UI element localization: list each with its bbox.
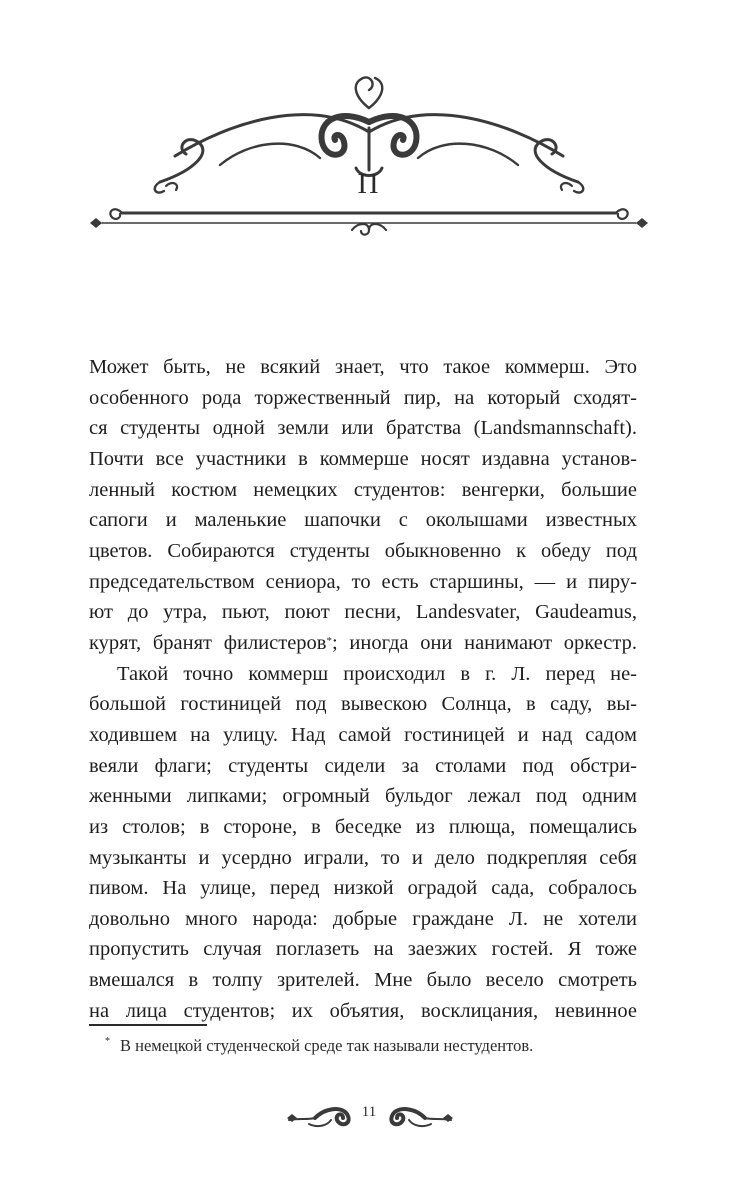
text-line: ся студенты одной земли или братства (Landsmannschaft).: [89, 417, 637, 440]
text-line: вмешался в толпу зрителей. Мне было весело смотреть: [89, 969, 637, 992]
text-line: женными липками; огромный бульдог лежал под одним: [89, 785, 637, 808]
footnote-marker: *: [105, 1036, 110, 1047]
chapter-number: II: [357, 168, 381, 200]
text-line: Такой точно коммерш происходил в г. Л. перед не-: [117, 662, 637, 685]
text-line: на лица студентов; их объятия, восклицания, невинное: [89, 999, 637, 1022]
text-line: ходившем на улицу. Над самой гостиницей и над садом: [89, 723, 637, 746]
text-line: веяли флаги; студенты сидели за столами под обстри-: [89, 754, 637, 777]
text-line: ют до утра, пьют, поют песни, Landesvater, Gaudeamus,: [89, 601, 637, 624]
body-text: [89, 352, 637, 1026]
text-line: музыканты и усердно играли, то и дело подкрепляя себя: [89, 846, 637, 869]
text-line: из столов; в стороне, в беседке из плюща, помещались: [89, 815, 637, 838]
footnote-divider: [89, 1024, 207, 1026]
footnote-text: В немецкой студенческой среде так называли нестудентов.: [120, 1036, 534, 1055]
text-line: пивом. На улице, перед низкой оградой сада, собралось: [89, 877, 637, 900]
text-line-with-footnote: [89, 628, 637, 659]
text-line: председательством сениора, то есть старшины, — и пиру-: [89, 570, 637, 593]
text-line: довольно много народа: добрые граждане Л. не хотели: [89, 907, 637, 930]
text-line: пропустить случая поглазеть на заезжих гостей. Я тоже: [89, 938, 637, 961]
text-segment: ; иногда они нанимают оркестр.: [331, 631, 637, 654]
text-line: цветов. Собираются студенты обыкновенно к обеду под: [89, 539, 637, 562]
text-line: большой гостиницей под вывескою Солнца, в саду, вы-: [89, 693, 637, 716]
paragraph-2: [89, 659, 637, 1027]
text-line: Почти все участники в коммерше носят издавна установ-: [89, 447, 637, 470]
text-line: сапоги и маленькие шапочки с околышами известных: [89, 509, 637, 532]
page-number: 11: [361, 1104, 377, 1120]
top-ornament: [80, 70, 658, 250]
text-line: ленный костюм немецких студентов: венгерки, большие: [89, 478, 637, 501]
footnote: [105, 1036, 533, 1056]
text-line: Может быть, не всякий знает, что такое коммерш. Это: [89, 356, 637, 378]
text-line: особенного рода торжественный пир, на который сходят-: [89, 386, 637, 409]
footnote-reference: *: [326, 634, 332, 647]
text-segment: курят, бранят филистеров: [89, 631, 327, 654]
paragraph-1: [89, 352, 637, 659]
